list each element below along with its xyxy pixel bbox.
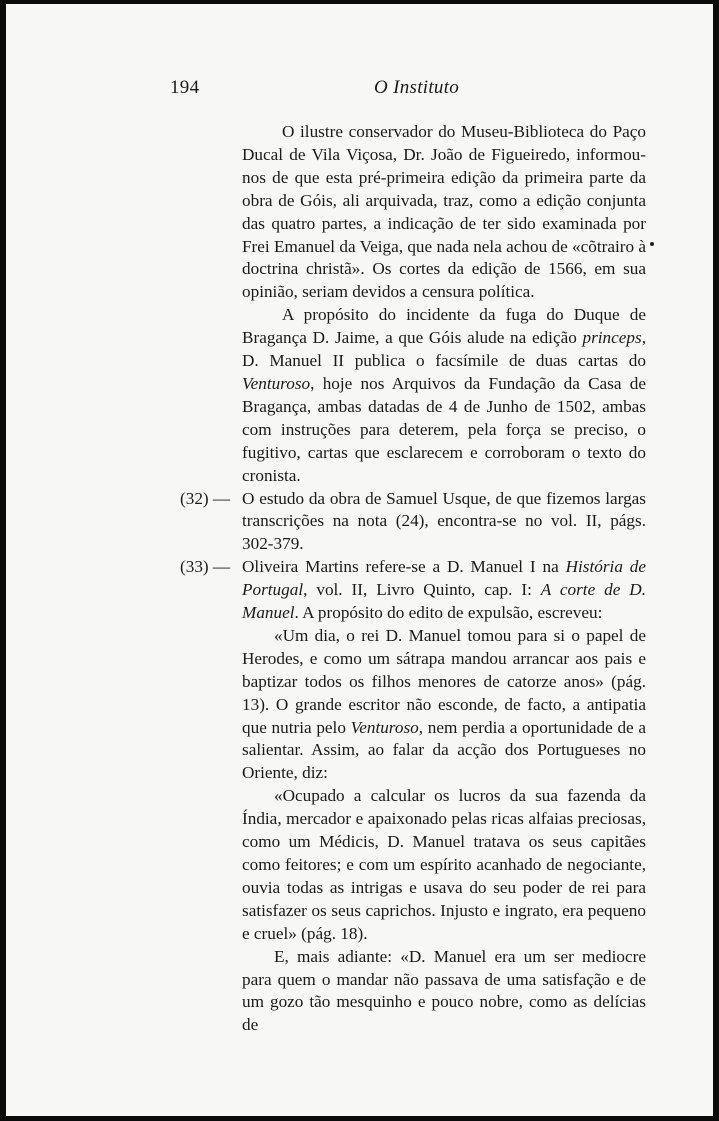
italic-title: História de Portugal: [242, 557, 647, 600]
italic-term: princeps: [582, 328, 642, 348]
paragraph-duque-braganca: [180, 304, 646, 487]
quote-text: «Um dia, o rei D. Manuel tomou para si o papel de Herodes, e como um sátrapa mandou arrancar aos pais e baptizar todos os filhos menores de catorze anos» (pág. 13). O grande escritor não esconde, de facto, a antipatia que nutria pelo: [242, 625, 646, 737]
page-header: [170, 77, 640, 103]
footnote-mark: (33) —: [180, 557, 231, 577]
quote-medicis: [180, 785, 646, 945]
page-number: 194: [170, 77, 200, 98]
footnote-32: [180, 488, 646, 557]
footnote-33: [180, 556, 646, 625]
paragraph-text: O ilustre conservador do Museu-Biblioteca do Paço Ducal de Vila Viçosa, Dr. João de Figueiredo, informou-nos de que esta pré-primeira edição da primeira parte da obra de Góis, ali arquivada, traz, como a edição conjunta das quatro partes, a indicação de ter sido examinada por Frei Emanuel da Veiga, que nada nela achou de «cõtrairo à doctrina christã». Os cortes da edição de 1566, em sua opinião, seriam devidos a censura política.: [242, 122, 646, 302]
footnote-text: O estudo da obra de Samuel Usque, de que fizemos largas transcrições na nota (24), encontra-se no vol. II, págs. 302-379.: [242, 488, 646, 554]
quote-text: E, mais adiante: «D. Manuel era um ser mediocre para quem o mandar não passava de uma satisfação e de um gozo tão mesquinho e pouco nobre, como as delícias de: [242, 946, 646, 1035]
italic-title: A corte de D. Manuel: [242, 580, 646, 623]
footnote-text: Oliveira Martins refere-se a D. Manuel I na: [242, 557, 566, 577]
quote-herodes: [180, 625, 646, 785]
quote-text: «Ocupado a calcular os lucros da sua fazenda da Índia, mercador e apaixonado pelas ricas alfaias preciosas, como um Médicis, D. Manuel tratava os seus capitães como feitores; e com um espírito acanhado de negociante, ouvia todas as intrigas e usava do seu poder de rei para satisfazer os seus caprichos. Injusto e ingrato, era pequeno e cruel» (pág. 18).: [242, 786, 646, 943]
page-body: [180, 121, 646, 1037]
italic-term: Venturoso: [350, 717, 419, 737]
running-title: O Instituto: [374, 77, 460, 98]
footnote-text: , vol. II, Livro Quinto, cap. I:: [303, 580, 541, 600]
paragraph-text: , hoje nos Arquivos da Fundação da Casa de Bragança, ambas datadas de 4 de Junho de 1502, ambas com instruções para deterem, pela força se preciso, o fugitivo, cartas que esclarecem e corroboram o texto do cronista.: [242, 373, 646, 485]
ink-speck: [650, 242, 654, 246]
quote-mediocre: [180, 946, 646, 1038]
footnote-mark: (32) —: [180, 488, 231, 508]
book-page: [6, 4, 713, 1116]
footnote-text: . A propósito do edito de expulsão, escreveu:: [294, 603, 603, 623]
quote-text: , nem perdia a oportunidade de a salientar. Assim, ao falar da acção dos Portugueses no Oriente, diz:: [242, 717, 646, 783]
paragraph-text: , D. Manuel II publica o facsímile de duas cartas do: [242, 328, 646, 371]
paragraph-text: A propósito do incidente da fuga do Duque de Bragança D. Jaime, a que Góis alude na edição: [242, 305, 646, 348]
italic-term: Venturoso: [242, 373, 311, 393]
paragraph-conservador: [180, 121, 646, 304]
